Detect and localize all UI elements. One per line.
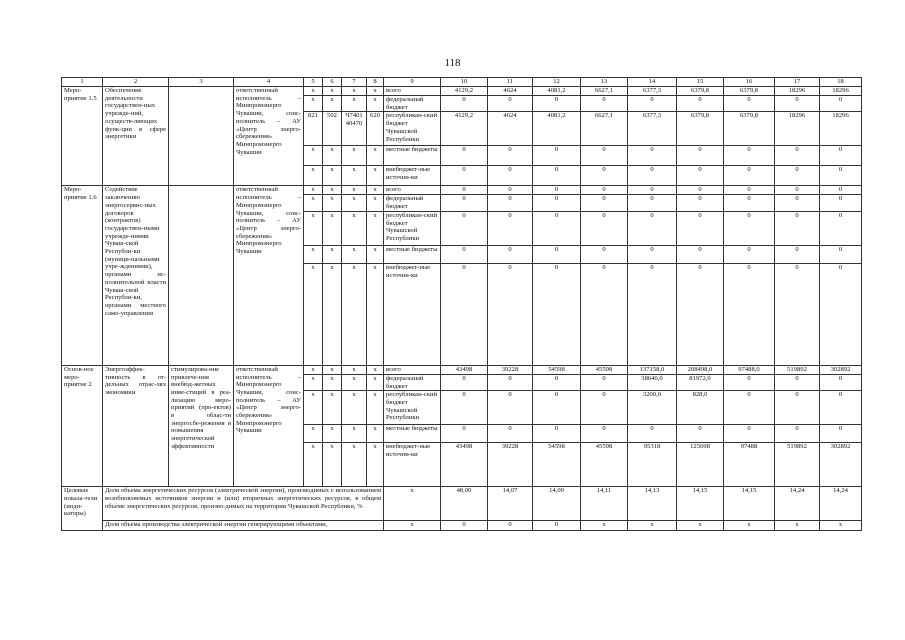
code-cell: x: [323, 166, 342, 186]
header-cell: 17: [775, 78, 820, 87]
value-cell: 4624: [488, 87, 533, 96]
value-cell: 0: [441, 96, 488, 112]
code-cell: x: [367, 186, 384, 195]
code-cell: x: [367, 195, 384, 211]
value-cell: 54598: [533, 443, 581, 487]
code-cell: x: [342, 146, 367, 166]
value-cell: 0: [820, 146, 862, 166]
value-cell: 0: [724, 166, 775, 186]
value-cell: 0: [581, 146, 628, 166]
value-cell: 0: [820, 245, 862, 263]
value-cell: 0: [441, 211, 488, 245]
value-cell: 0: [628, 195, 677, 211]
value-cell: 14,24: [820, 487, 862, 521]
header-cell: 7: [342, 78, 367, 87]
code-cell: x: [323, 245, 342, 263]
value-cell: 4624: [488, 112, 533, 146]
value-cell: 208498,0: [677, 365, 724, 374]
header-cell: 13: [581, 78, 628, 87]
code-cell: x: [304, 146, 323, 166]
code-cell: x: [304, 443, 323, 487]
target-row: [62, 521, 862, 531]
code-cell: x: [323, 365, 342, 374]
header-cell: 11: [488, 78, 533, 87]
source-cell: внебюджет-ные источни-ки: [384, 263, 441, 365]
value-cell: 4081,2: [533, 112, 581, 146]
value-cell: 519892: [775, 365, 820, 374]
header-cell: 12: [533, 78, 581, 87]
value-cell: 0: [581, 391, 628, 425]
header-cell: 3: [169, 78, 234, 87]
code-cell: x: [367, 146, 384, 166]
code-cell: x: [323, 87, 342, 96]
code-cell: x: [323, 211, 342, 245]
block-col3-cell: [169, 186, 234, 365]
value-cell: 97488,0: [724, 365, 775, 374]
code-cell: x: [342, 195, 367, 211]
value-cell: 14,07: [488, 487, 533, 521]
code-cell: x: [304, 87, 323, 96]
value-cell: 0: [533, 425, 581, 443]
value-cell: 45598: [581, 443, 628, 487]
value-cell: x: [581, 521, 628, 531]
value-cell: 137158,0: [628, 365, 677, 374]
value-cell: 0: [775, 263, 820, 365]
table-row: [62, 186, 862, 195]
value-cell: 0: [581, 195, 628, 211]
value-cell: 0: [533, 263, 581, 365]
value-cell: 0: [441, 195, 488, 211]
value-cell: 125698: [677, 443, 724, 487]
value-cell: 6377,3: [628, 112, 677, 146]
value-cell: 45598: [581, 365, 628, 374]
value-cell: x: [677, 521, 724, 531]
value-cell: 39228: [488, 443, 533, 487]
value-cell: 0: [488, 245, 533, 263]
header-cell: 4: [234, 78, 304, 87]
value-cell: 0: [441, 245, 488, 263]
code-cell: x: [367, 365, 384, 374]
code-cell: x: [342, 87, 367, 96]
value-cell: 0: [775, 166, 820, 186]
value-cell: 0: [581, 263, 628, 365]
value-cell: 0: [581, 425, 628, 443]
code-cell: x: [323, 263, 342, 365]
value-cell: 0: [581, 186, 628, 195]
target-text-cell: Доля объема энергетических ресурсов (электрической энергии), производимых с использованием возобновляемых источников энергии и (или) вторичных энергетических ресурсов, в общем объеме энергетических ресурсов, произво-димых на территории Чувашской Республики, %: [103, 487, 384, 521]
value-cell: 0: [488, 263, 533, 365]
value-cell: 0: [724, 374, 775, 390]
value-cell: 0: [775, 425, 820, 443]
block-col2-cell: Обеспечение деятельности государствен-ных учрежде-ний, осуществ-ляющих функ-ции в сфере энергетики: [103, 87, 169, 186]
target-text-cell: Доля объема производства электрической энергии генерирующими объектами,: [103, 521, 384, 531]
value-cell: 0: [581, 211, 628, 245]
value-cell: 0: [628, 186, 677, 195]
value-cell: 6379,8: [724, 87, 775, 96]
value-cell: 0: [724, 263, 775, 365]
value-cell: 38640,0: [628, 374, 677, 390]
value-cell: 95318: [628, 443, 677, 487]
value-cell: 0: [581, 166, 628, 186]
value-cell: 6377,3: [628, 87, 677, 96]
value-cell: x: [775, 521, 820, 531]
source-cell: внебюджет-ные источни-ки: [384, 166, 441, 186]
source-cell: республикан-ский бюджет Чувашской Республики: [384, 391, 441, 425]
value-cell: 0: [724, 391, 775, 425]
header-cell: 10: [441, 78, 488, 87]
code-cell: x: [367, 443, 384, 487]
header-cell: 8: [367, 78, 384, 87]
value-cell: 0: [775, 146, 820, 166]
value-cell: 0: [820, 186, 862, 195]
source-cell: федеральный бюджет: [384, 96, 441, 112]
value-cell: 0: [628, 245, 677, 263]
header-cell: 14: [628, 78, 677, 87]
source-cell: местные бюджеты: [384, 146, 441, 166]
value-cell: 39228: [488, 365, 533, 374]
value-cell: 0: [441, 186, 488, 195]
value-cell: 0: [488, 146, 533, 166]
value-cell: 6379,8: [677, 87, 724, 96]
value-cell: 48,00: [441, 487, 488, 521]
code-cell: x: [304, 166, 323, 186]
value-cell: 6379,8: [677, 112, 724, 146]
value-cell: 0: [628, 425, 677, 443]
value-cell: 0: [677, 195, 724, 211]
value-cell: 0: [581, 96, 628, 112]
code-cell: x: [304, 186, 323, 195]
code-cell: x: [342, 391, 367, 425]
value-cell: 0: [628, 96, 677, 112]
value-cell: x: [724, 521, 775, 531]
code-cell: x: [304, 391, 323, 425]
value-cell: 0: [724, 195, 775, 211]
block-col1-cell: Основ-ное меро-приятие 2: [62, 365, 103, 486]
value-cell: 0: [724, 186, 775, 195]
code-cell: x: [323, 195, 342, 211]
value-cell: 0: [441, 425, 488, 443]
code-cell: x: [304, 374, 323, 390]
value-cell: 0: [724, 211, 775, 245]
source-cell: внебюджет-ные источни-ки: [384, 443, 441, 487]
header-cell: 15: [677, 78, 724, 87]
source-cell: всего: [384, 87, 441, 96]
value-cell: 4081,2: [533, 87, 581, 96]
source-cell: федеральный бюджет: [384, 195, 441, 211]
value-cell: 0: [488, 374, 533, 390]
code-cell: 620: [367, 112, 384, 146]
value-cell: 0: [441, 391, 488, 425]
value-cell: 302892: [820, 443, 862, 487]
block-col3-cell: стимулирова-ние привлече-ния внебюд-жетных инве-стиций в реа-лизацию меро-приятий (про-ектов) в облас-ти энергосбе-режения и повышения энергетической эффективности: [169, 365, 234, 486]
value-cell: 0: [488, 166, 533, 186]
code-cell: x: [342, 211, 367, 245]
value-cell: 0: [441, 146, 488, 166]
value-cell: 0: [488, 195, 533, 211]
value-cell: 0: [677, 146, 724, 166]
value-cell: 0: [533, 146, 581, 166]
value-cell: 0: [441, 374, 488, 390]
code-cell: x: [323, 443, 342, 487]
code-cell: x: [367, 425, 384, 443]
value-cell: 0: [628, 263, 677, 365]
value-cell: 0: [724, 146, 775, 166]
value-cell: 18296: [775, 112, 820, 146]
value-cell: 828,0: [677, 391, 724, 425]
page-number: 118: [444, 57, 461, 69]
code-cell: x: [342, 425, 367, 443]
value-cell: 0: [775, 195, 820, 211]
value-cell: 0: [488, 96, 533, 112]
value-cell: x: [820, 521, 862, 531]
value-cell: 0: [441, 166, 488, 186]
value-cell: 0: [820, 425, 862, 443]
block-col3-cell: [169, 87, 234, 186]
code-cell: x: [367, 374, 384, 390]
header-cell: 6: [323, 78, 342, 87]
value-cell: 0: [677, 186, 724, 195]
value-cell: 0: [441, 521, 488, 531]
header-row: [62, 78, 862, 87]
block-col1-cell: Меро-приятие 1.5: [62, 87, 103, 186]
value-cell: 0: [820, 263, 862, 365]
value-cell: 302892: [820, 365, 862, 374]
header-cell: 2: [103, 78, 169, 87]
source-cell: местные бюджеты: [384, 425, 441, 443]
table-row: [62, 365, 862, 374]
value-cell: 0: [533, 521, 581, 531]
value-cell: 6379,8: [724, 112, 775, 146]
code-cell: x: [304, 365, 323, 374]
value-cell: 0: [441, 263, 488, 365]
value-cell: 0: [488, 211, 533, 245]
value-cell: 14,09: [533, 487, 581, 521]
code-cell: x: [304, 211, 323, 245]
header-cell: 9: [384, 78, 441, 87]
value-cell: 0: [581, 245, 628, 263]
value-cell: 0: [775, 391, 820, 425]
code-cell: x: [367, 263, 384, 365]
value-cell: 0: [820, 195, 862, 211]
table-row: [62, 87, 862, 96]
code-cell: x: [323, 391, 342, 425]
block-col4-cell: ответственный исполнитель – Минпромэнерго Чувашии, соис-полнитель – АУ «Центр энерго-сбережения» Минпромэнерго Чувашии: [234, 365, 304, 486]
code-cell: x: [342, 245, 367, 263]
code-cell: x: [367, 87, 384, 96]
value-cell: 0: [724, 425, 775, 443]
value-cell: 0: [628, 146, 677, 166]
value-cell: 0: [820, 374, 862, 390]
block-col2-cell: Содействие заключению энергосервис-ных договоров (контрактов) государствен-ными учрежде-ниями Чуваш-ской Республи-ки (муници-пальными учре-ждениями), органами ис-полнительной власти Чуваш-ской Республи-ки, органами местного само-управления: [103, 186, 169, 365]
code-cell: x: [304, 263, 323, 365]
block-col1-cell: Меро-приятие 1.6: [62, 186, 103, 365]
value-cell: 0: [533, 211, 581, 245]
value-cell: 0: [775, 96, 820, 112]
value-cell: 43498: [441, 365, 488, 374]
value-cell: 0: [533, 96, 581, 112]
code-cell: x: [323, 186, 342, 195]
source-cell: местные бюджеты: [384, 245, 441, 263]
code-cell: x: [342, 186, 367, 195]
value-cell: 0: [724, 245, 775, 263]
code-cell: x: [367, 166, 384, 186]
header-cell: 1: [62, 78, 103, 87]
value-cell: 3200,0: [628, 391, 677, 425]
value-cell: 0: [533, 186, 581, 195]
code-cell: x: [342, 374, 367, 390]
value-cell: 0: [533, 374, 581, 390]
value-cell: 0: [677, 96, 724, 112]
value-cell: 0: [775, 245, 820, 263]
value-cell: 18296: [820, 87, 862, 96]
source-cell: всего: [384, 186, 441, 195]
value-cell: 0: [488, 521, 533, 531]
value-cell: 0: [533, 245, 581, 263]
code-cell: x: [367, 245, 384, 263]
code-cell: 821: [304, 112, 323, 146]
value-cell: 0: [677, 425, 724, 443]
value-cell: 4129,2: [441, 112, 488, 146]
value-cell: 6627,1: [581, 87, 628, 96]
value-cell: 0: [488, 391, 533, 425]
value-cell: 97488: [724, 443, 775, 487]
header-cell: 16: [724, 78, 775, 87]
code-cell: x: [304, 96, 323, 112]
value-cell: 14,13: [628, 487, 677, 521]
table-body: [62, 78, 862, 531]
header-cell: 5: [304, 78, 323, 87]
target-label-cell: Целевые показа-тели (инди-каторы): [62, 487, 103, 531]
code-cell: x: [342, 96, 367, 112]
value-cell: 0: [628, 166, 677, 186]
code-cell: Ч7401 40470: [342, 112, 367, 146]
code-cell: x: [323, 425, 342, 443]
value-cell: 0: [628, 211, 677, 245]
code-cell: x: [323, 374, 342, 390]
block-col4-cell: ответственный исполнитель – Минпромэнерго Чувашии, соис-полнитель – АУ «Центр энерго-сбережения» Минпромэнерго Чувашии: [234, 87, 304, 186]
block-col2-cell: Энергоэффек-тивность в от-дельных отрас-лях экономики: [103, 365, 169, 486]
code-cell: x: [323, 96, 342, 112]
code-cell: x: [342, 263, 367, 365]
value-cell: 18296: [820, 112, 862, 146]
value-cell: 0: [533, 391, 581, 425]
code-cell: x: [342, 365, 367, 374]
source-cell: республикан-ский бюджет Чувашской Республики: [384, 211, 441, 245]
value-cell: 0: [488, 186, 533, 195]
value-cell: 43498: [441, 443, 488, 487]
value-cell: 0: [724, 96, 775, 112]
header-cell: 18: [820, 78, 862, 87]
value-cell: 0: [820, 166, 862, 186]
value-cell: 14,11: [581, 487, 628, 521]
value-cell: 14,15: [677, 487, 724, 521]
value-cell: 0: [677, 166, 724, 186]
value-cell: 0: [775, 374, 820, 390]
value-cell: 14,24: [775, 487, 820, 521]
source-cell: республикан-ский бюджет Чувашской Республики: [384, 112, 441, 146]
value-cell: 0: [677, 211, 724, 245]
value-cell: 18296: [775, 87, 820, 96]
budget-table: [61, 77, 862, 531]
value-cell: 519892: [775, 443, 820, 487]
target-source-cell: x: [384, 487, 441, 521]
value-cell: 0: [533, 195, 581, 211]
value-cell: 0: [775, 211, 820, 245]
value-cell: x: [628, 521, 677, 531]
code-cell: x: [367, 211, 384, 245]
value-cell: 0: [775, 186, 820, 195]
value-cell: 81972,0: [677, 374, 724, 390]
code-cell: x: [304, 245, 323, 263]
value-cell: 14,15: [724, 487, 775, 521]
value-cell: 4129,2: [441, 87, 488, 96]
value-cell: 0: [581, 374, 628, 390]
target-row: [62, 487, 862, 521]
code-cell: x: [367, 391, 384, 425]
source-cell: всего: [384, 365, 441, 374]
value-cell: 0: [820, 211, 862, 245]
block-col4-cell: ответственный исполнитель – Минпромэнерго Чувашии, соис-полнитель – АУ «Центр энерго-сбережения» Минпромэнерго Чувашии: [234, 186, 304, 365]
code-cell: x: [304, 425, 323, 443]
value-cell: 0: [677, 263, 724, 365]
target-source-cell: x: [384, 521, 441, 531]
code-cell: x: [367, 96, 384, 112]
value-cell: 0: [820, 391, 862, 425]
code-cell: x: [304, 195, 323, 211]
value-cell: 0: [488, 425, 533, 443]
value-cell: 0: [533, 166, 581, 186]
value-cell: 6627,1: [581, 112, 628, 146]
value-cell: 54598: [533, 365, 581, 374]
code-cell: x: [323, 146, 342, 166]
source-cell: федеральный бюджет: [384, 374, 441, 390]
code-cell: x: [342, 166, 367, 186]
code-cell: x: [342, 443, 367, 487]
value-cell: 0: [820, 96, 862, 112]
code-cell: 502: [323, 112, 342, 146]
value-cell: 0: [677, 245, 724, 263]
